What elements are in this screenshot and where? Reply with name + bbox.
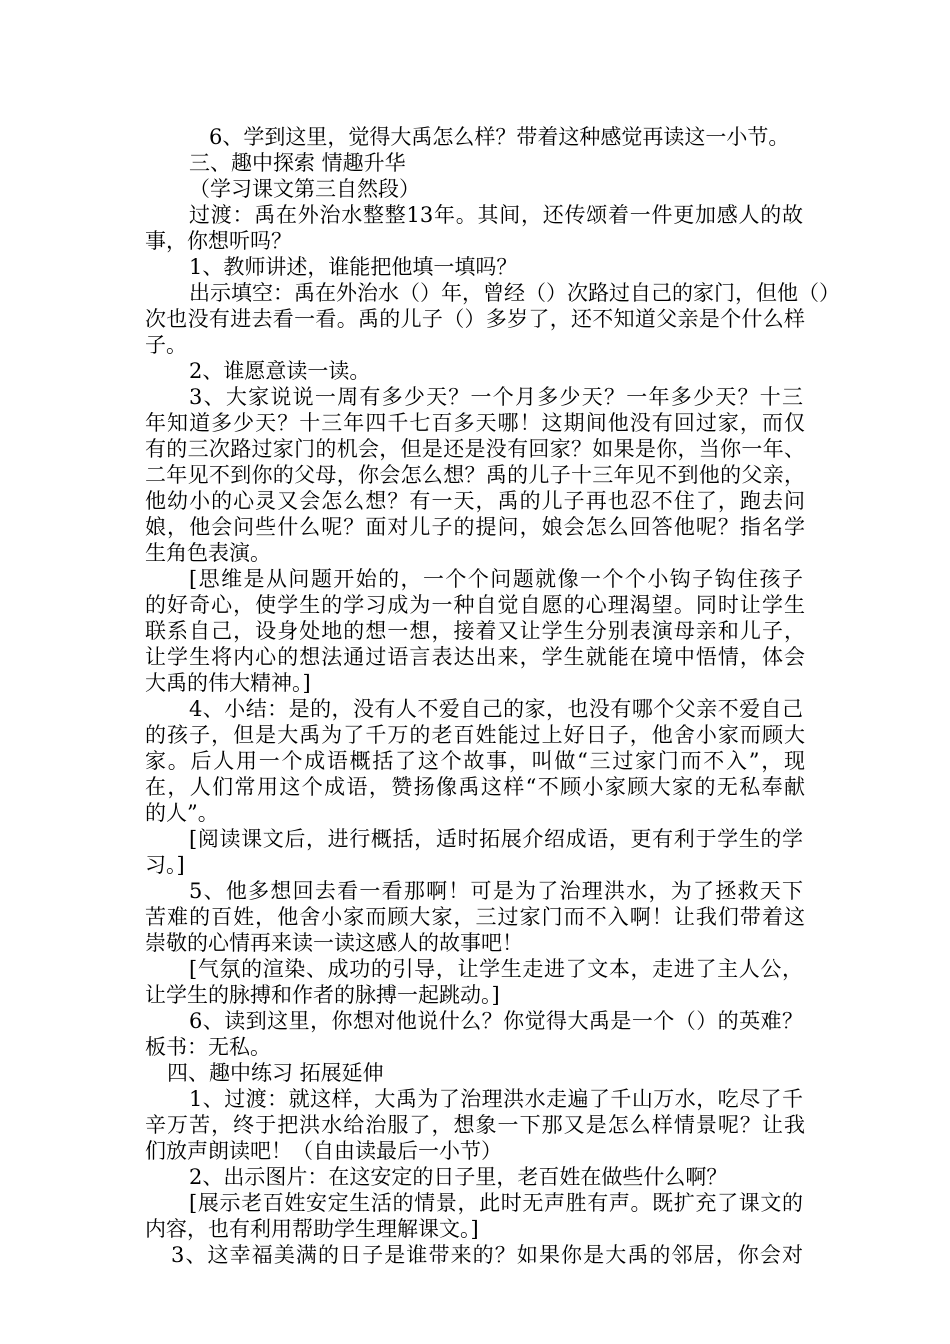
text-line: 有的三次路过家门的机会，但是还是没有回家？如果是你，当你一年、 <box>145 437 805 461</box>
text-line: 家。后人用一个成语概括了这个故事，叫做“三过家门而不入”，现 <box>145 749 805 773</box>
text-line: 1、教师讲述，谁能把他填一填吗？ <box>189 255 518 279</box>
text-line: 事，你想听吗？ <box>145 229 292 253</box>
text-line: 大禹的伟大精神。] <box>145 671 311 695</box>
text-line: 过渡：禹在外治水整整13年。其间，还传颂着一件更加感人的故 <box>189 203 803 227</box>
text-line: 二年见不到你的父母，你会怎么想？禹的儿子十三年见不到他的父亲， <box>145 463 805 487</box>
text-line: [展示老百姓安定生活的情景，此时无声胜有声。既扩充了课文的 <box>189 1191 803 1215</box>
text-line: 板书：无私。 <box>145 1035 271 1059</box>
section-heading: 四、趣中练习 拓展延伸 <box>167 1061 384 1085</box>
text-line: 2、谁愿意读一读。 <box>189 359 371 383</box>
text-line: 的好奇心，使学生的学习成为一种自觉自愿的心理渴望。同时让学生 <box>145 593 805 617</box>
text-line: 让学生的脉搏和作者的脉搏一起跳动。] <box>145 983 500 1007</box>
text-line: 们放声朗读吧！（自由读最后一小节） <box>145 1139 502 1163</box>
text-line: 的人”。 <box>145 801 219 825</box>
text-line: 在，人们常用这个成语，赞扬像禹这样“不顾小家顾大家的无私奉献 <box>145 775 805 799</box>
text-line: 内容，也有利用帮助学生理解课文。] <box>145 1217 479 1241</box>
text-line: 辛万苦，终于把洪水给治服了，想象一下那又是怎么样情景呢？让我 <box>145 1113 805 1137</box>
text-line: 1、过渡：就这样，大禹为了治理洪水走遍了千山万水，吃尽了千 <box>189 1087 803 1111</box>
text-line: 2、出示图片：在这安定的日子里，老百姓在做些什么啊？ <box>189 1165 728 1189</box>
text-line: 生角色表演。 <box>145 541 271 565</box>
text-line: 次也没有进去看一看。禹的儿子（）多岁了，还不知道父亲是个什么样 <box>145 307 805 331</box>
text-line: 子。 <box>145 333 187 357</box>
section-heading: 三、趣中探索 情趣升华 <box>189 151 406 175</box>
text-line: 苦难的百姓，他舍小家而顾大家，三过家门而不入啊！让我们带着这 <box>145 905 805 929</box>
text-line: 他幼小的心灵又会怎么想？有一天，禹的儿子再也忍不住了，跑去问 <box>145 489 805 513</box>
text-line: （学习课文第三自然段） <box>189 177 420 201</box>
text-line: [阅读课文后，进行概括，适时拓展介绍成语，更有利于学生的学 <box>189 827 803 851</box>
text-line: 娘，他会问些什么呢？面对儿子的提问，娘会怎么回答他呢？指名学 <box>145 515 805 539</box>
text-line: 3、这幸福美满的日子是谁带来的？如果你是大禹的邻居，你会对 <box>171 1243 803 1267</box>
text-line: 6、学到这里，觉得大禹怎么样？带着这种感觉再读这一小节。 <box>209 125 790 149</box>
text-line: 5、他多想回去看一看那啊！可是为了治理洪水，为了拯救天下 <box>189 879 803 903</box>
text-line: 联系自己，设身处地的想一想，接着又让学生分别表演母亲和儿子， <box>145 619 805 643</box>
text-line: 的孩子，但是大禹为了千万的老百姓能过上好日子，他舍小家而顾大 <box>145 723 805 747</box>
text-line: 年知道多少天？十三年四千七百多天哪！这期间他没有回过家，而仅 <box>145 411 805 435</box>
text-line: [思维是从问题开始的，一个个问题就像一个个小钩子钩住孩子 <box>189 567 803 591</box>
text-line: 让学生将内心的想法通过语言表达出来，学生就能在境中悟情，体会 <box>145 645 805 669</box>
text-line: [气氛的渲染、成功的引导，让学生走进了文本，走进了主人公， <box>189 957 803 981</box>
text-line: 习。] <box>145 853 185 877</box>
text-line: 出示填空：禹在外治水（）年，曾经（）次路过自己的家门，但他（） <box>189 281 840 305</box>
text-line: 4、小结：是的，没有人不爱自己的家，也没有哪个父亲不爱自己 <box>189 697 803 721</box>
text-line: 3、大家说说一周有多少天？一个月多少天？一年多少天？十三 <box>189 385 803 409</box>
text-line: 崇敬的心情再来读一读这感人的故事吧！ <box>145 931 523 955</box>
text-line: 6、读到这里，你想对他说什么？你觉得大禹是一个（）的英难？ <box>189 1009 803 1033</box>
